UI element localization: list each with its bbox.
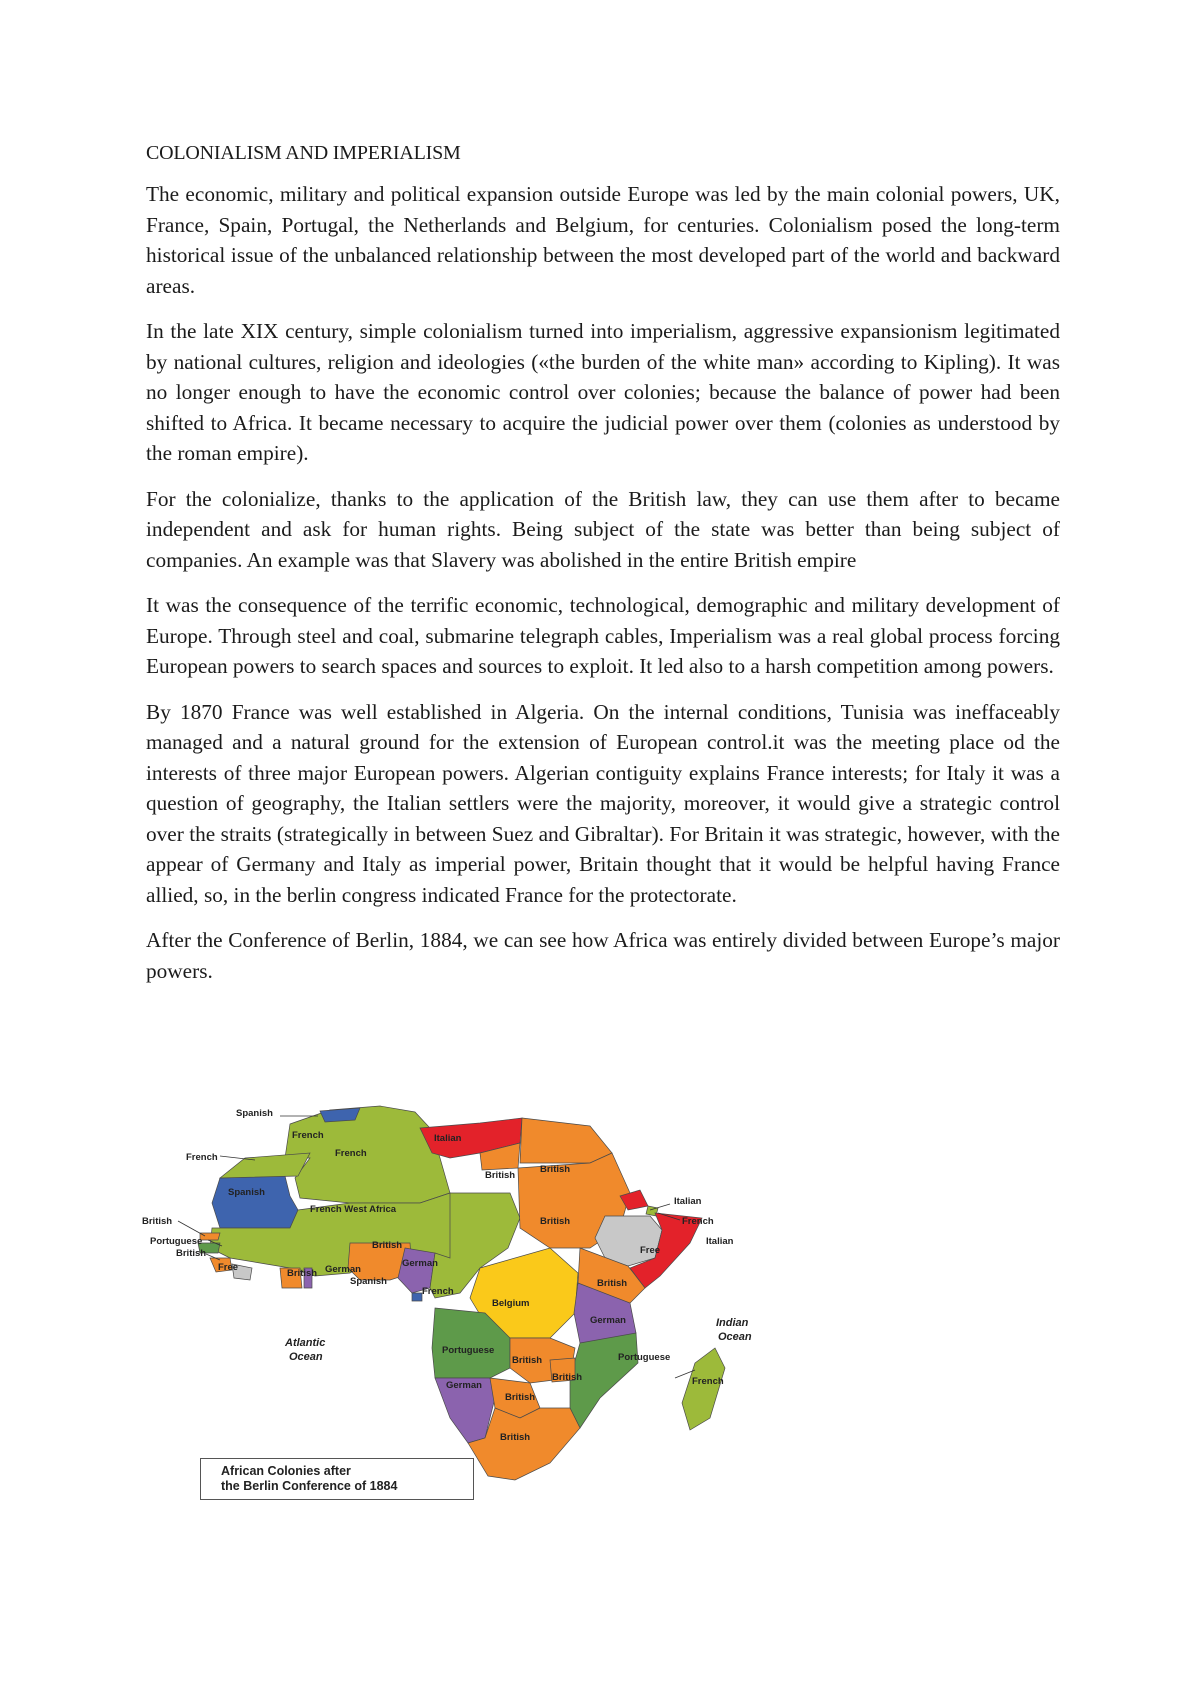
document-title: COLONIALISM AND IMPERIALISM: [146, 142, 461, 164]
region-british-egypt: [520, 1118, 612, 1163]
region-spanish-north: [320, 1108, 360, 1122]
region-british-gambia: [200, 1233, 220, 1240]
label-italian-eritrea: Italian: [674, 1196, 702, 1207]
paragraph: The economic, military and political expansion outside Europe was led by the main colonial powers, UK, France, Spain, Portugal, the Netherlands and Belgium, for centuries. Colonialism posed the long-term historical issue of the unbalanced relationship between the most developed part of the world and backward areas.: [146, 182, 1060, 298]
paragraph: In the late XIX century, simple colonialism turned into imperialism, aggressive expansionism legitimated by national cultures, religion and ideologies («the burden of the white man» according to Kipling). It was no longer enough to have the economic control over colonies; because the balance of power had been shifted to Africa. It became necessary to acquire the judicial power over them (colonies as understood by the roman empire).: [146, 319, 1060, 465]
label-french-top: French: [292, 1130, 324, 1141]
label-atlantic-ocean: Atlantic: [285, 1337, 326, 1349]
label-french-west-africa: French West Africa: [310, 1204, 397, 1215]
label-indian-ocean-2: Ocean: [718, 1331, 752, 1343]
label-free-liberia: Free: [218, 1262, 239, 1273]
paragraph: By 1870 France was well established in Algeria. On the internal conditions, Tunisia was ineffaceably managed and a natural ground for the extension of European control.it was the meeting place od the interests of three major European powers. Algerian contiguity explains France interests; for Italy it was a question of geography, the Italian settlers were the majority, moreover, it would give a strategic control over the straits (strategically in between Suez and Gibraltar). For Britain it was strategic, however, with the appear of Germany and Italy as imperial power, Britain thought that it would be helpful having France allied, so, in the berlin congress indicated France for the protectorate.: [146, 699, 1060, 907]
label-british-libya: British: [485, 1170, 516, 1181]
label-german-togo: German: [325, 1264, 361, 1275]
label-free-ethiopia: Free: [640, 1245, 661, 1256]
label-british-east: British: [597, 1278, 628, 1289]
label-british-sudan: British: [540, 1216, 571, 1227]
label-portuguese-moz: Portuguese: [618, 1352, 671, 1363]
label-british-gold: British: [287, 1268, 318, 1279]
map-caption: [200, 1458, 474, 1500]
label-belgium-congo: Belgium: [492, 1298, 530, 1309]
region-french-left: [220, 1153, 310, 1178]
region-spanish-west: [212, 1176, 298, 1228]
paragraph: For the colonialize, thanks to the application of the British law, they can use them after to became independent and ask for human rights. Being subject of the state was better than being subject of companies. An example was that Slavery was abolished in the entire British empire: [146, 486, 1060, 572]
label-italian-libya: Italian: [434, 1133, 462, 1144]
paragraph: After the Conference of Berlin, 1884, we can see how Africa was entirely divided between Europe’s major powers.: [146, 928, 1060, 983]
label-british-nyasa: British: [552, 1372, 583, 1383]
label-british-egypt: British: [540, 1164, 571, 1175]
label-french-madagascar: French: [692, 1376, 724, 1387]
map-svg: [142, 1098, 820, 1500]
label-german-sw: German: [446, 1380, 482, 1391]
label-british-bech: British: [505, 1392, 536, 1403]
label-british-sierra: British: [176, 1248, 207, 1259]
label-portuguese-guinea: Portuguese: [150, 1236, 203, 1247]
label-german-cameroon: German: [402, 1258, 438, 1269]
label-spanish-top: Spanish: [236, 1108, 273, 1119]
region-french-madagascar: [682, 1348, 725, 1430]
document-body: [146, 142, 1060, 1001]
label-french-equatorial: French: [422, 1286, 454, 1297]
label-portuguese-angola: Portuguese: [442, 1345, 495, 1356]
region-spanish-guinea: [412, 1293, 422, 1301]
label-german-east: German: [590, 1315, 626, 1326]
region-french-north: [285, 1106, 450, 1203]
label-british-nigeria: British: [372, 1240, 403, 1251]
label-french-algeria: French: [335, 1148, 367, 1159]
label-british-gambia: British: [142, 1216, 173, 1227]
label-italian-somalia: Italian: [706, 1236, 734, 1247]
africa-colonies-map: [142, 1098, 820, 1500]
paragraph: It was the consequence of the terrific economic, technological, demographic and military development of Europe. Through steel and coal, submarine telegraph cables, Imperialism was a real global process forcing European powers to search spaces and sources to exploit. It led also to a harsh competition among powers.: [146, 593, 1060, 678]
map-caption-line2: the Berlin Conference of 1884: [221, 1479, 398, 1493]
label-spanish-west: Spanish: [228, 1187, 265, 1198]
label-spanish-guinea: Spanish: [350, 1276, 387, 1287]
label-british-rhodesia: British: [512, 1355, 543, 1366]
label-atlantic-ocean-2: Ocean: [289, 1351, 323, 1363]
label-british-south: British: [500, 1432, 531, 1443]
label-french-djibouti: French: [682, 1216, 714, 1227]
map-caption-line1: African Colonies after: [221, 1464, 351, 1478]
label-french-left: French: [186, 1152, 218, 1163]
label-indian-ocean: Indian: [716, 1317, 749, 1329]
